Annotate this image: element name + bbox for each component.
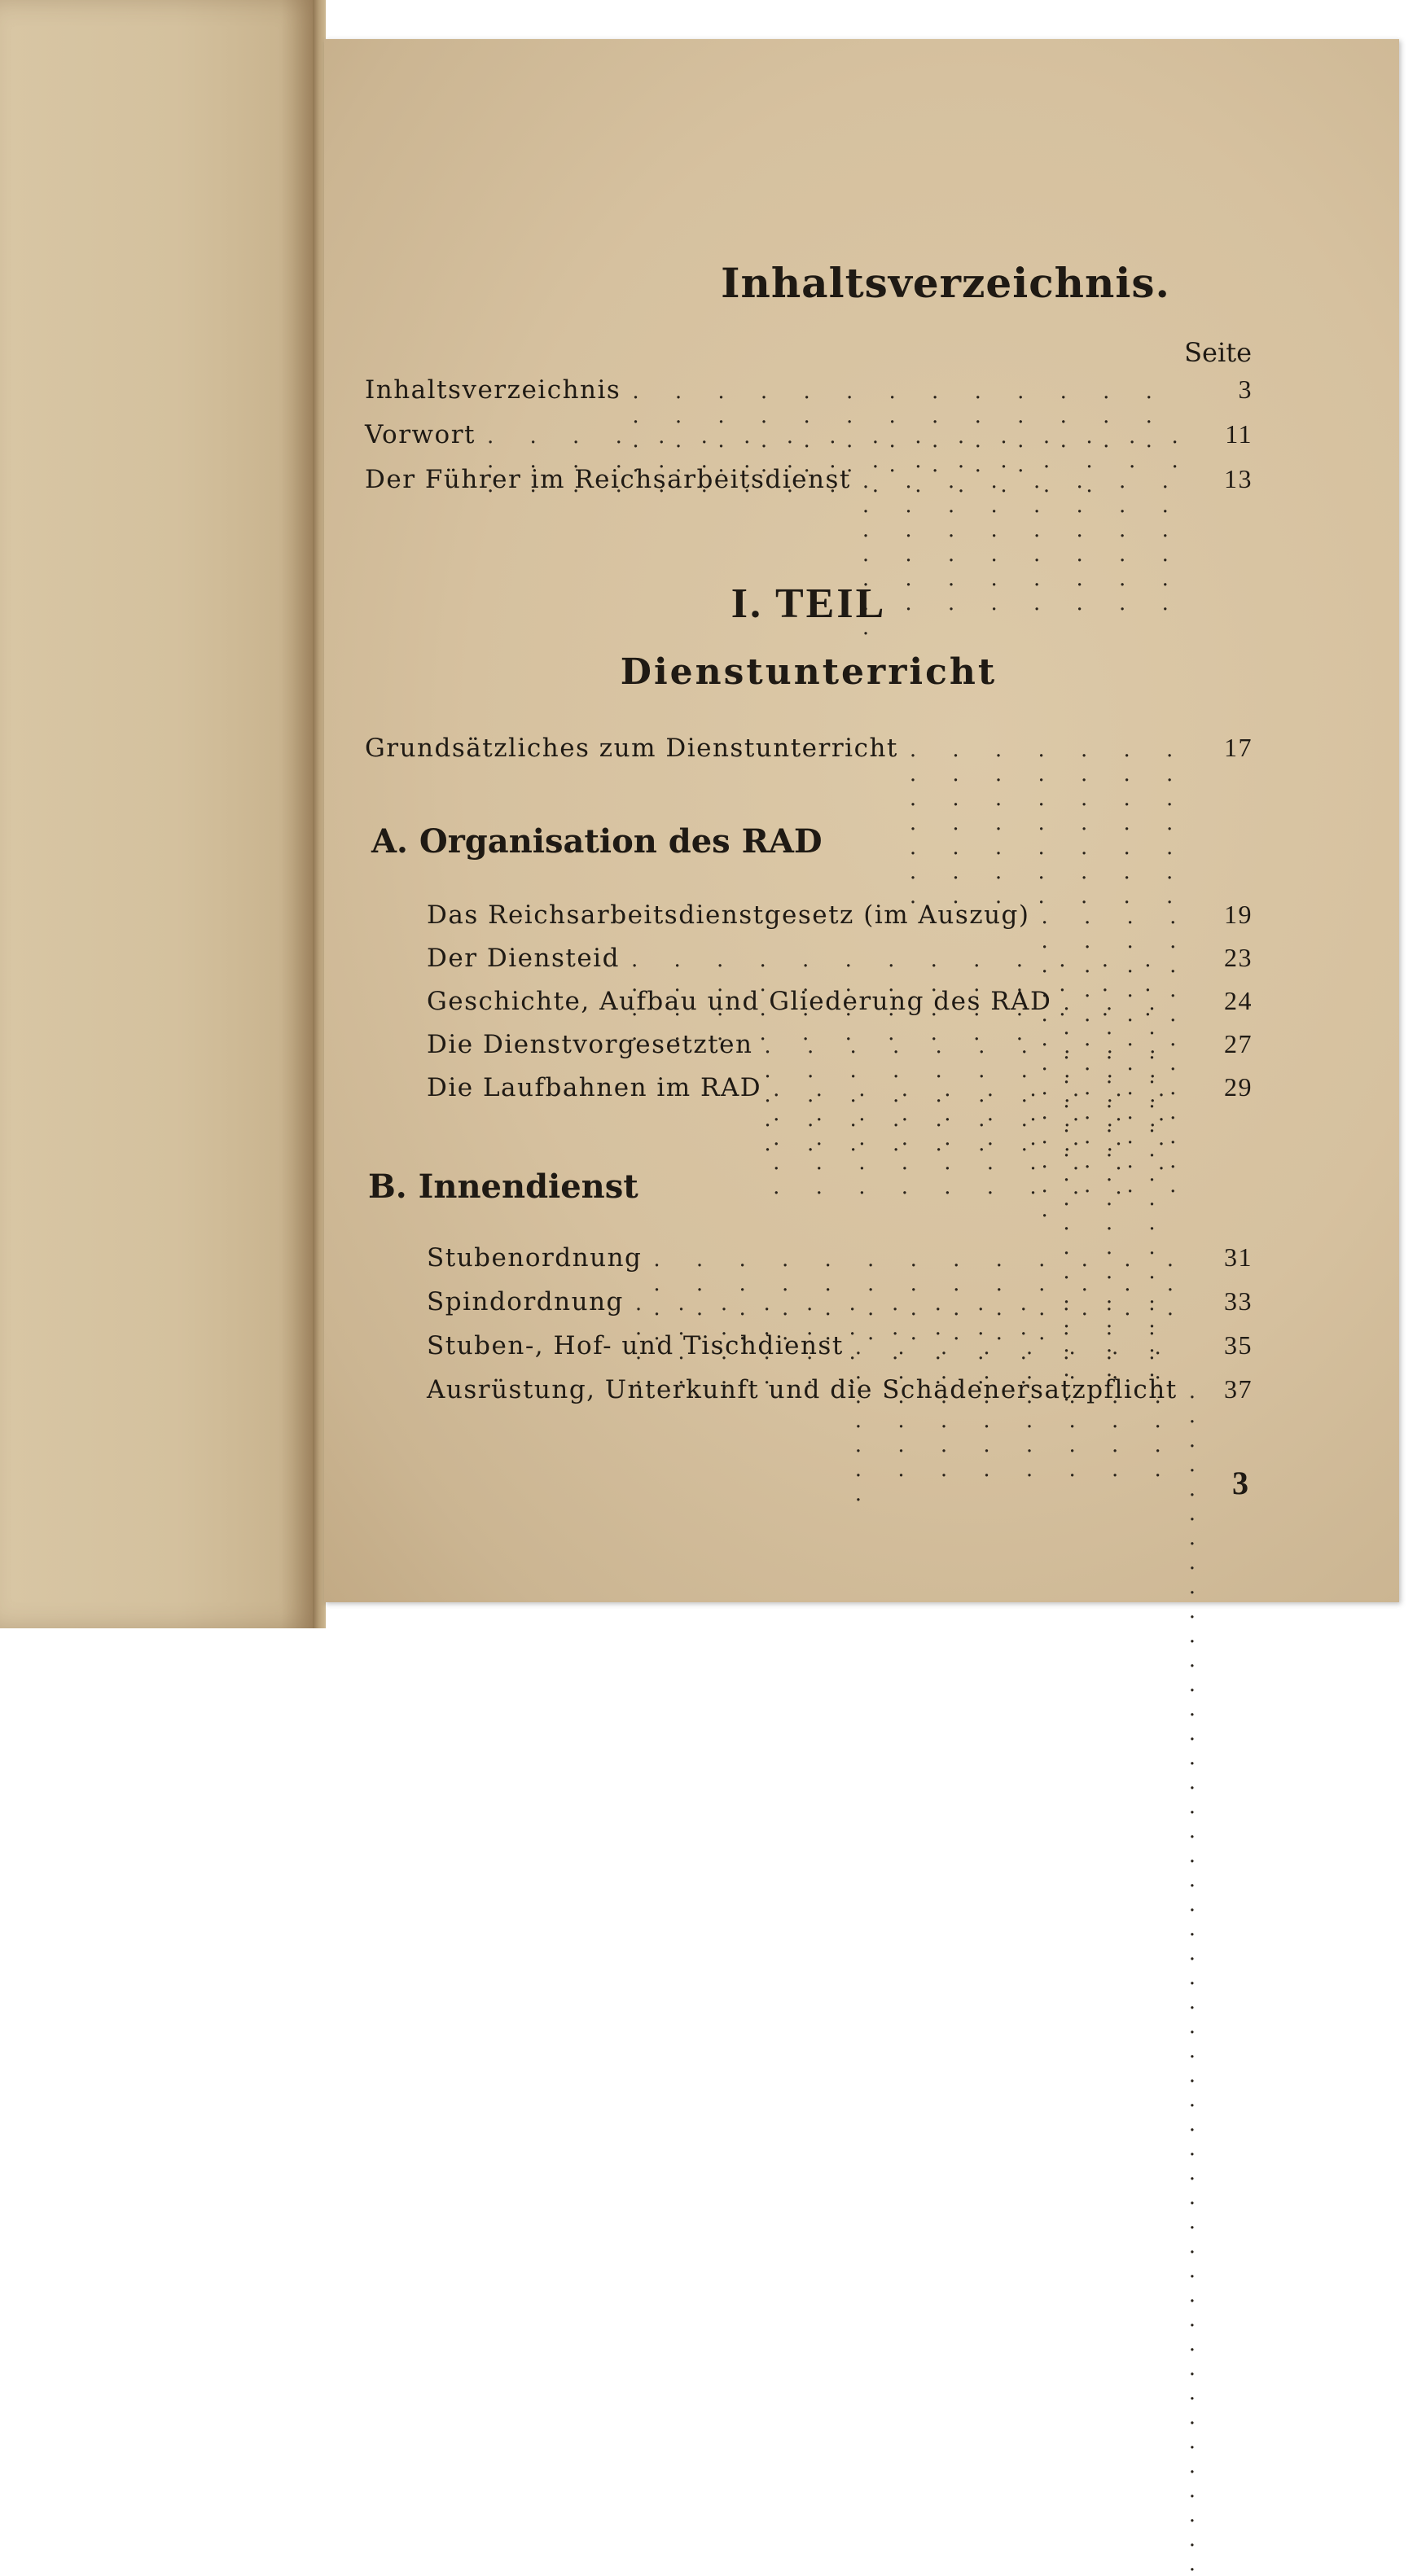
left-page [0, 0, 319, 1628]
toc-entry-page: 23 [1224, 943, 1253, 972]
leader-dots [773, 1077, 1199, 1199]
leader-dots [1189, 1379, 1199, 2576]
toc-entry-page: 11 [1225, 419, 1253, 449]
toc-entry-page: 37 [1224, 1374, 1253, 1404]
page-title: Inhaltsverzeichnis. [721, 259, 1170, 307]
toc-entry-label: Vorwort [365, 420, 476, 449]
toc-entry-label: Inhaltsverzeichnis [365, 375, 621, 405]
toc-entry-label: Stubenordnung [427, 1243, 643, 1273]
toc-entry-page: 17 [1224, 733, 1253, 762]
leader-dots [910, 738, 1199, 909]
toc-entry-label: Das Reichsarbeitsdienstgesetz (im Auszug) [427, 900, 1030, 930]
toc-entry [365, 733, 1253, 909]
toc-entry-page: 13 [1224, 464, 1253, 493]
toc-entry-label: Grundsätzliches zum Dienstunterricht [365, 734, 898, 763]
toc-entry-page: 24 [1224, 986, 1253, 1015]
toc-entry-label: Ausrüstung, Unterkunft und die Schadenersatzpflicht [427, 1375, 1178, 1404]
toc-entry-label: Der Diensteid [427, 944, 620, 973]
page-number: 3 [1232, 1465, 1248, 1501]
toc-entry [427, 1374, 1253, 2576]
toc-entry-label: Geschichte, Aufbau und Gliederung des RAD [427, 987, 1052, 1016]
toc-entry-page: 33 [1224, 1286, 1253, 1316]
toc-entry-page: 27 [1224, 1029, 1253, 1058]
toc-entry-label: Spindordnung [427, 1287, 624, 1316]
toc-entry-page: 35 [1224, 1330, 1253, 1360]
toc-entry-page: 31 [1224, 1242, 1253, 1272]
part-heading: I. TEIL [731, 580, 887, 627]
toc-entry-page: 3 [1238, 375, 1253, 404]
toc-entry-page: 19 [1224, 900, 1253, 929]
toc-entry-label: Stuben-, Hof- und Tischdienst [427, 1331, 844, 1360]
part-subtitle: Dienstunterricht [620, 651, 998, 693]
toc-entry-label: Die Dienstvorgesetzten [427, 1030, 753, 1059]
section-heading-b: B. Innendienst [368, 1168, 638, 1206]
toc-entry-page: 29 [1224, 1072, 1253, 1102]
toc-entry-label: Die Laufbahnen im RAD [427, 1073, 762, 1102]
section-heading-a: A. Organisation des RAD [371, 822, 823, 861]
toc-entry-label: Der Führer im Reichsarbeitsdienst [365, 465, 851, 494]
page-column-label: Seite [1184, 337, 1252, 368]
